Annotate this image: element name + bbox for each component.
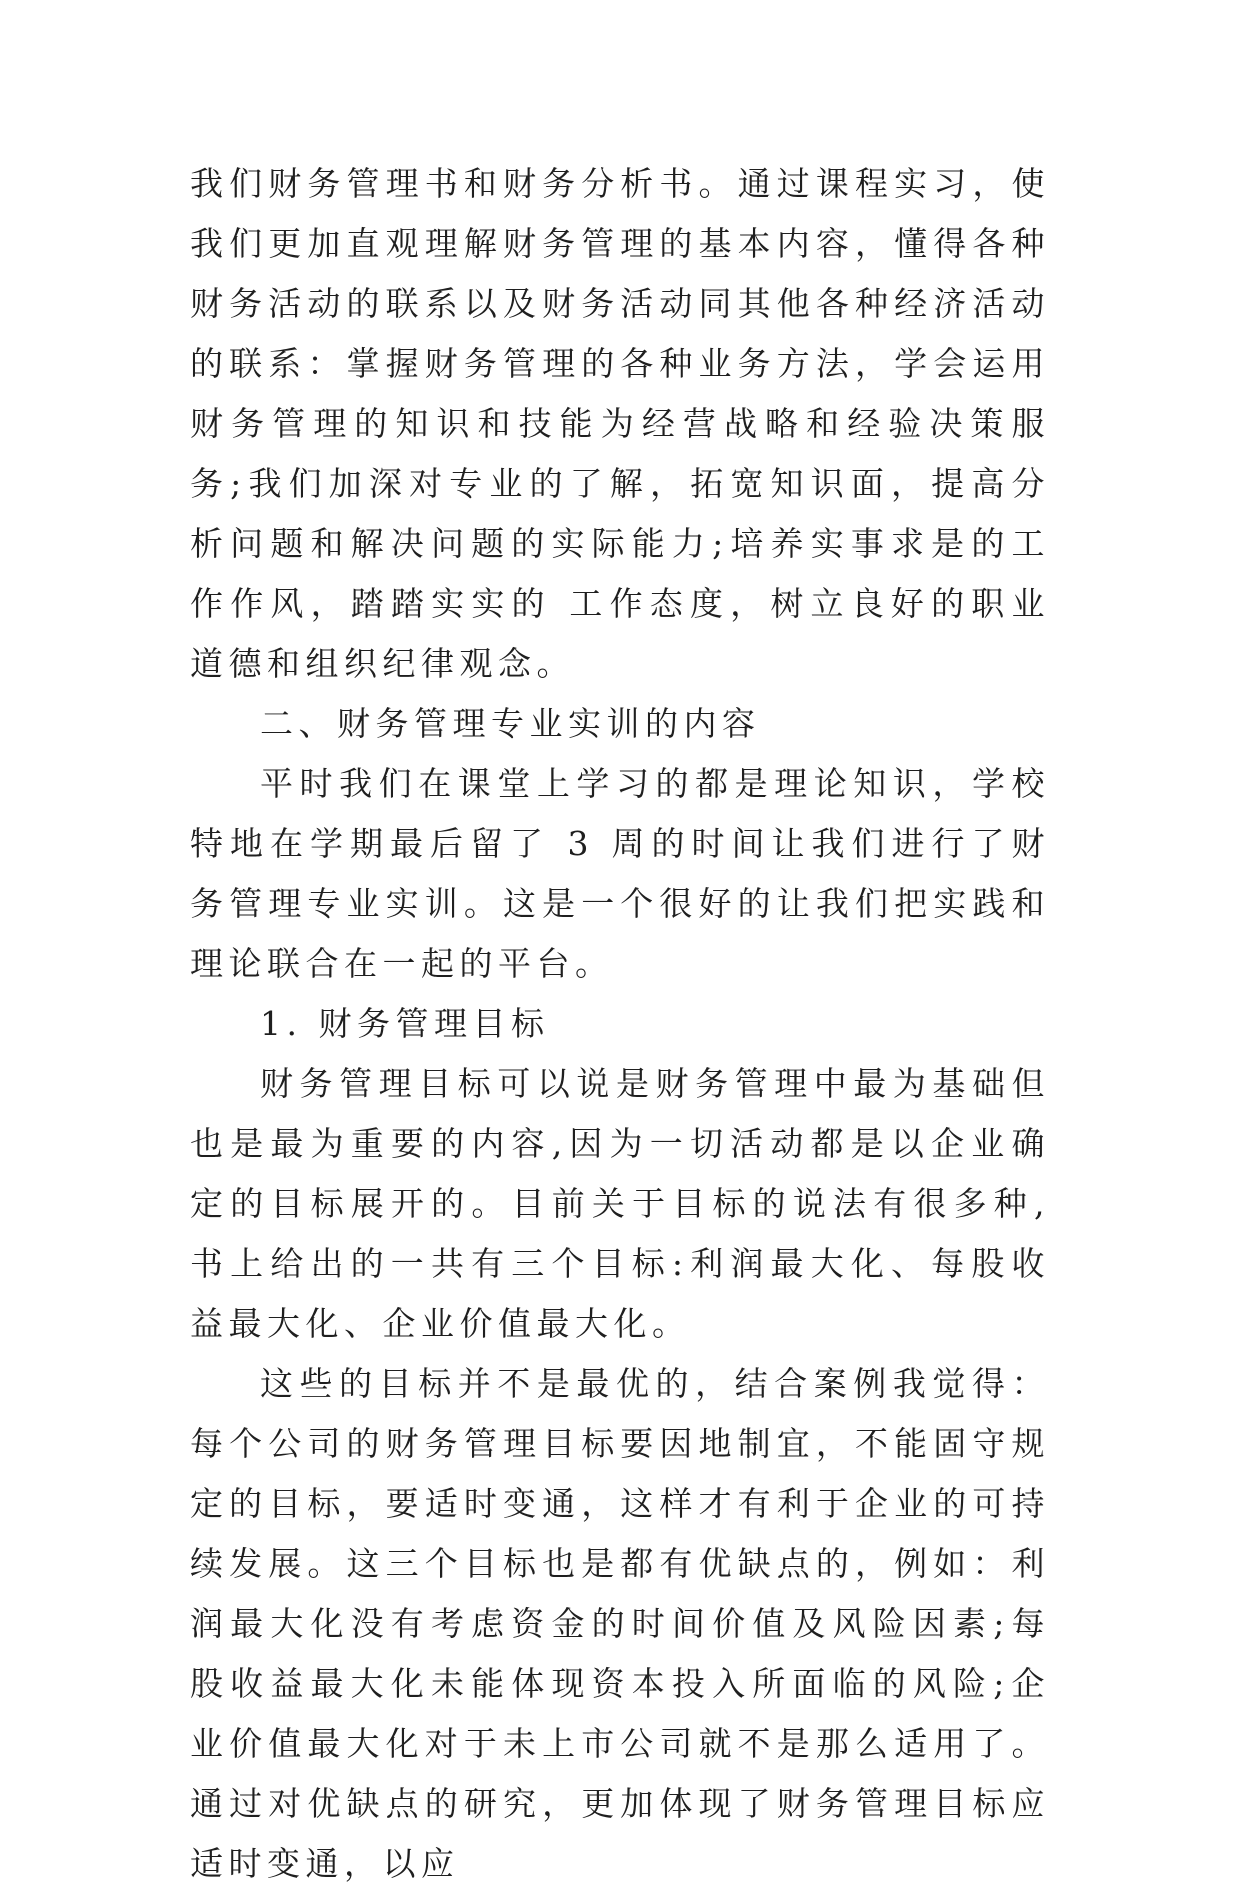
paragraph-goals-analysis: 这些的目标并不是最优的，结合案例我觉得：每个公司的财务管理目标要因地制宜，不能固守规定的目标，要适时变通，这样才有利于企业的可持续发展。这三个目标也是都有优缺点的，例如：利润最大化没有考虑资金的时间价值及风险因素;每股收益最大化未能体现资本投入所面临的风险;企业价值最大化对于未上市公司就不是那么适用了。通过对优缺点的研究，更加体现了财务管理目标应适时变通，以应 xyxy=(190,1364,1050,1883)
paragraph-training-intro: 平时我们在课堂上学习的都是理论知识，学校特地在学期最后留了 3 周的时间让我们进行了财务管理专业实训。这是一个很好的让我们把实践和理论联合在一起的平台。 xyxy=(190,764,1050,983)
subsection-heading-financial-goals: 1. 财务管理目标 xyxy=(260,1004,550,1043)
paragraph-continuation: 我们财务管理书和财务分析书。通过课程实习，使我们更加直观理解财务管理的基本内容，懂得各种财务活动的联系以及财务活动同其他各种经济活动的联系：掌握财务管理的各种业务方法，学会运用财务管理的知识和技能为经营战略和经验决策服务;我们加深对专业的了解，拓宽知识面，提高分析问题和解决问题的实际能力;培养实事求是的工作作风，踏踏实实的 工作态度，树立良好的职业道德和组织纪律观念。 xyxy=(190,164,1050,683)
paragraph-financial-goals: 财务管理目标可以说是财务管理中最为基础但也是最为重要的内容,因为一切活动都是以企业确定的目标展开的。目前关于目标的说法有很多种,书上给出的一共有三个目标:利润最大化、每股收益最大化、企业价值最大化。 xyxy=(190,1064,1050,1343)
document-body xyxy=(190,154,1050,1894)
section-heading-training-content: 二、财务管理专业实训的内容 xyxy=(260,704,761,743)
